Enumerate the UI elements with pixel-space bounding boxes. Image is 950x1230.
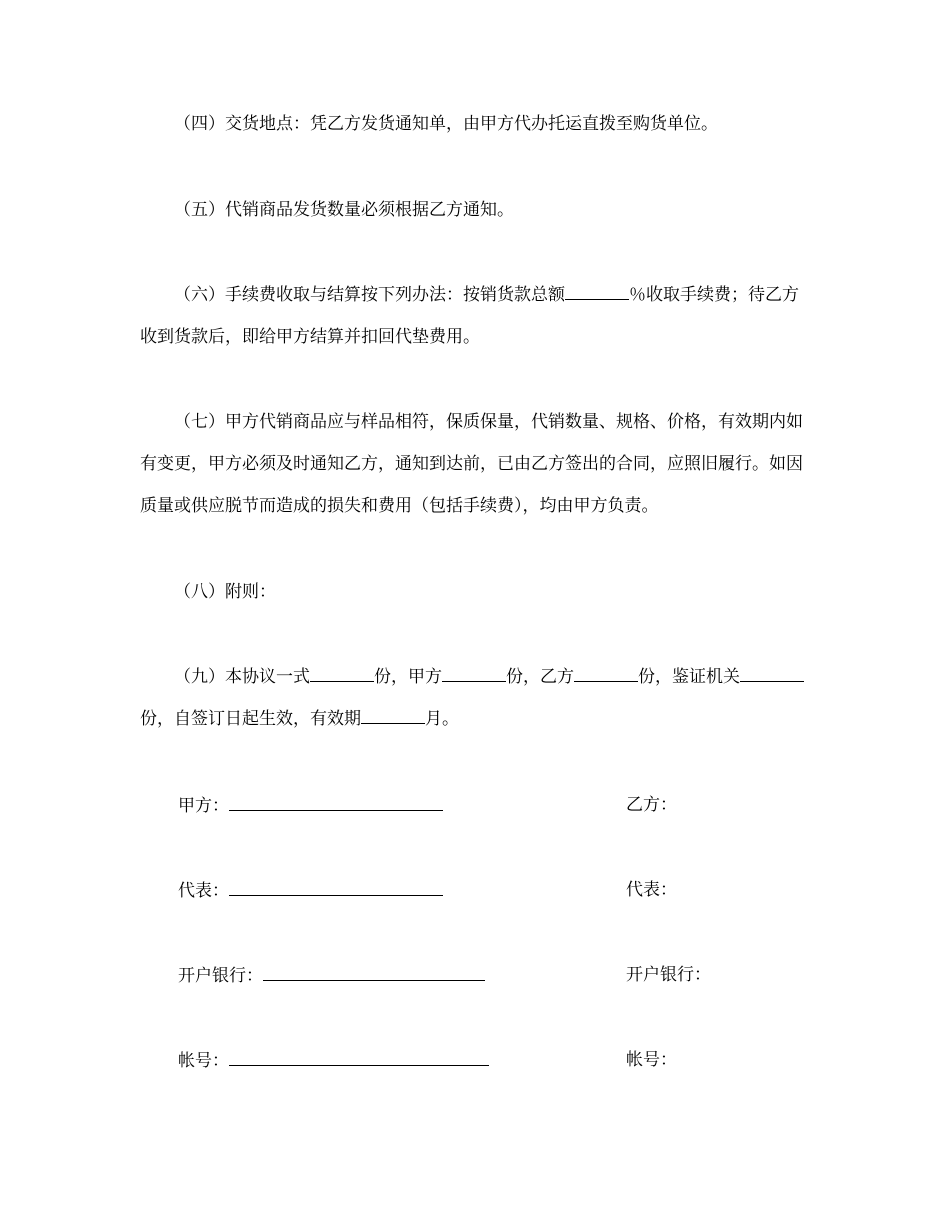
clause-6 <box>140 274 815 358</box>
account-b-signature <box>626 1045 677 1075</box>
signature-row-bank <box>178 960 818 990</box>
account-a-label: 帐号： <box>178 1051 229 1071</box>
clause-9-text-1: （九）本协议一式 <box>174 667 310 687</box>
copies-notary-blank[interactable] <box>740 663 804 682</box>
bank-b-label: 开户银行： <box>626 965 711 985</box>
fee-percent-blank[interactable] <box>565 281 629 300</box>
account-a-signature <box>178 1045 489 1076</box>
rep-a-signature <box>178 875 443 906</box>
party-a-signature <box>178 790 443 821</box>
party-a-line[interactable] <box>229 790 443 811</box>
clause-5 <box>140 189 815 231</box>
signature-row-party <box>178 790 818 820</box>
signature-row-representative <box>178 875 818 905</box>
clause-6-text-2: ％收取手续费；待乙方收到货款后，即给甲方结算并扣回代垫费用。 <box>140 285 799 347</box>
bank-a-label: 开户银行： <box>178 966 263 986</box>
clause-8-text: （八）附则： <box>174 582 276 602</box>
clause-9-text-5: 份，自签订日起生效，有效期 <box>140 709 361 729</box>
clause-9-text-2: 份，甲方 <box>374 667 442 687</box>
clause-8 <box>140 571 815 613</box>
bank-b-signature <box>626 960 711 990</box>
clause-5-text: （五）代销商品发货数量必须根据乙方通知。 <box>174 200 514 220</box>
bank-a-signature <box>178 960 485 991</box>
signature-row-account <box>178 1045 818 1075</box>
clause-6-text-1: （六）手续费收取与结算按下列办法：按销货款总额 <box>174 285 565 305</box>
account-b-label: 帐号： <box>626 1050 677 1070</box>
bank-a-line[interactable] <box>263 960 485 981</box>
account-a-line[interactable] <box>229 1045 489 1066</box>
copies-total-blank[interactable] <box>310 663 374 682</box>
clause-4-text: （四）交货地点：凭乙方发货通知单，由甲方代办托运直拨至购货单位。 <box>174 114 718 134</box>
clause-4 <box>140 103 815 145</box>
clause-7-text: （七）甲方代销商品应与样品相符，保质保量，代销数量、规格、价格，有效期内如有变更，甲方必须及时通知乙方，通知到达前，已由乙方签出的合同，应照旧履行。如因质量或供应脱节而造成的损失和费用（包括手续费），均由甲方负责。 <box>140 412 803 516</box>
party-a-label: 甲方： <box>178 796 229 816</box>
rep-a-line[interactable] <box>229 875 443 896</box>
copies-party-b-blank[interactable] <box>574 663 638 682</box>
clause-9 <box>140 656 815 740</box>
rep-a-label: 代表： <box>178 881 229 901</box>
rep-b-signature <box>626 875 677 905</box>
party-b-label: 乙方： <box>626 795 677 815</box>
validity-months-blank[interactable] <box>361 705 425 724</box>
clause-9-text-4: 份，鉴证机关 <box>638 667 740 687</box>
party-b-signature <box>626 790 677 820</box>
clause-9-text-6: 月。 <box>425 709 459 729</box>
rep-b-label: 代表： <box>626 880 677 900</box>
clause-9-text-3: 份，乙方 <box>506 667 574 687</box>
copies-party-a-blank[interactable] <box>442 663 506 682</box>
clause-7 <box>140 401 815 527</box>
